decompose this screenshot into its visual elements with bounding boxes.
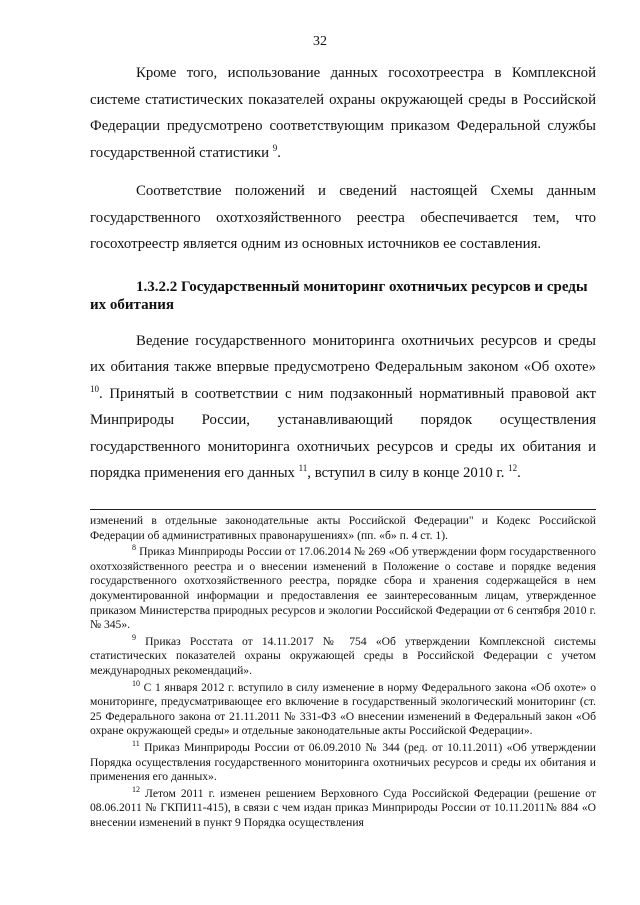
footnote-8-number: 8	[132, 543, 136, 553]
paragraph-1-text: Кроме того, использование данных госохотреестра в Комплексной системе статистических показателей охраны окружающей среды в Российской Федерации предусмотрено соответствующим приказом Федеральной службы государственной статистики	[90, 65, 596, 161]
footnote-ref-10[interactable]: 10	[90, 383, 99, 394]
paragraph-3	[90, 328, 596, 487]
paragraph-1	[90, 60, 596, 166]
section-heading: 1.3.2.2 Государственный мониторинг охотничьих ресурсов и среды их обитания	[90, 278, 588, 313]
paragraph-2: Соответствие положений и сведений настоящей Схемы данным государственного охотхозяйственного реестра обеспечивается тем, что госохотреестр является одним из основных источников ее составления.	[90, 183, 596, 252]
footnote-12-text: Летом 2011 г. изменен решением Верховного Суда Российской Федерации (решение от 08.06.2011 № ГКПИ11-415), в связи с чем издан приказ Минприроды России от 10.11.2011№ 884 «О внесении изменений в пункт 9 Порядка осуществления	[90, 786, 596, 829]
paragraph-3-part-1: Ведение государственного мониторинга охотничьих ресурсов и среды их обитания также впервые предусмотрено Федеральным законом «Об охоте»	[90, 332, 596, 375]
footnote-11	[90, 741, 596, 785]
footnote-11-text: Приказ Минприроды России от 06.09.2010 № 344 (ред. от 10.11.2011) «Об утверждении Порядка осуществления государственного мониторинга охотничьих ресурсов и среды их обитания и применения его данных».	[90, 740, 596, 784]
footnote-11-number: 11	[132, 739, 140, 749]
paragraph-3-part-3: , вступил в силу в конце 2010 г.	[307, 465, 505, 481]
footnote-separator	[90, 509, 596, 510]
footnote-9-number: 9	[132, 632, 136, 642]
footnote-10	[90, 678, 597, 739]
paragraph-1-tail: .	[277, 144, 281, 161]
footnote-ref-12[interactable]: 12	[508, 463, 518, 474]
main-text	[90, 60, 596, 487]
footnote-continuation: изменений в отдельные законодательные акты Российской Федерации" и Кодекс Российской Федерации об административных правонарушениях» (пп. «б» п. 4 ст. 1).	[90, 514, 596, 542]
footnote-10-text: С 1 января 2012 г. вступило в силу изменение в норму Федерального закона «Об охоте» о мониторинге, предусматривающее его включение в государственный экологический мониторинг (ст. 25 Федерального закона от 21.11.2011 № 331-ФЗ «О внесении изменений в Федеральный закон «Об охране окружающей среды» и отдельные законодательные акты Российской Федерации».	[90, 680, 597, 738]
footnote-9-text: Приказ Росстата от 14.11.2017 № 754 «Об утверждении Комплексной системы статистических показателей охраны окружающей среды в Российской Федерации с учетом международных рекомендаций».	[90, 634, 596, 677]
footnote-10-number: 10	[132, 678, 140, 688]
footnote-12-number: 12	[132, 784, 140, 794]
footnote-ref-9[interactable]: 9	[272, 142, 278, 153]
footnote-ref-11[interactable]: 11	[298, 463, 308, 474]
footnote-8	[90, 545, 596, 633]
footnote-12	[90, 784, 596, 831]
footnote-9	[90, 632, 596, 679]
footnote-8-text: Приказ Минприроды России от 17.06.2014 № 269 «Об утверждении форм государственного охотхозяйственного реестра и о внесении изменений в Положение о составе и порядке ведения государственного охотхозяйственного реестра, порядке сбора и хранения содержащейся в нем документированной информации и предоставления ее заинтересованным лицам, утвержденное приказом Министерства природных ресурсов и экологии Российской Федерации от 6 сентября 2010 г. № 345».	[90, 545, 596, 632]
paragraph-3-part-2: . Принятый в соответствии с ним подзаконный нормативный правовой акт Минприроды России, устанавливающий порядок осуществления государственного мониторинга охотничьих ресурсов и среды их обитания и порядка применения его данных	[90, 385, 596, 481]
paragraph-3-tail: .	[517, 465, 521, 481]
page-number: 32	[313, 34, 327, 49]
footnotes	[90, 514, 596, 830]
